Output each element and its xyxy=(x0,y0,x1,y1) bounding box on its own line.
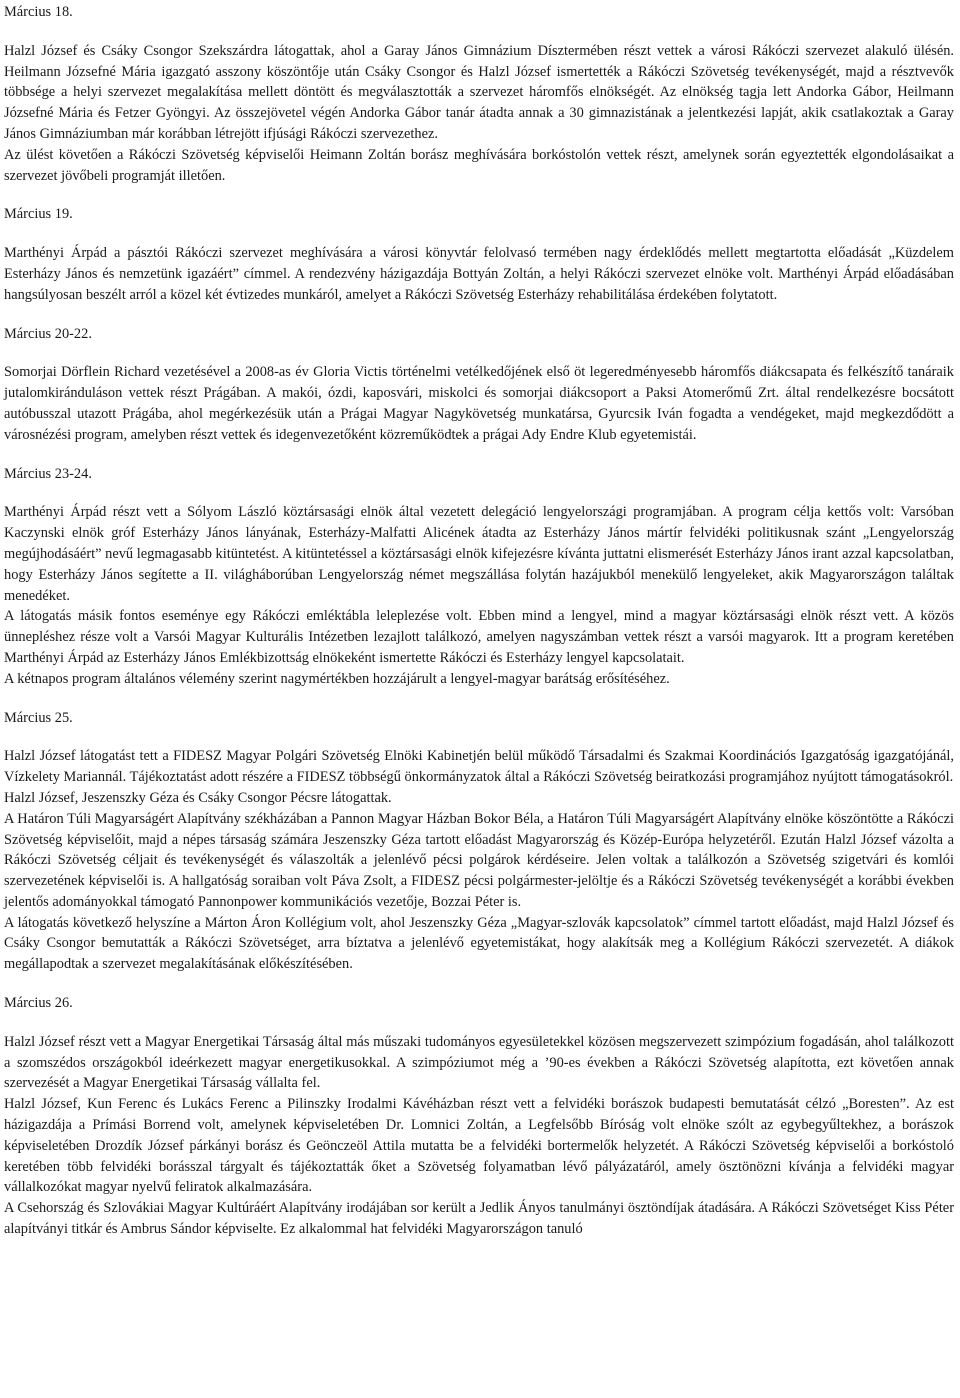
section-date: Március 26. xyxy=(4,995,73,1012)
paragraph: A Csehország és Szlovákiai Magyar Kultúráért Alapítvány irodájában sor került a Jedlik Ányos tanulmányi ösztöndíjak átadására. A Rákóczi Szövetséget Kiss Péter alapítványi titkár és Ambrus Sándor képviselte. Ez alkalommal hat felvidéki Magyarországon tanuló xyxy=(4,1200,954,1238)
section-date: Március 25. xyxy=(4,709,73,726)
paragraph: Halzl József és Csáky Csongor Szekszárdra látogattak, ahol a Garay János Gimnázium Dísztermében részt vettek a városi Rákóczi szervezet alakuló ülésén. Heilmann Józsefné Mária igazgató asszony köszöntője után Csáky Csongor és Halzl József ismertették a Rákóczi Szövetség tevékenységét, majd a résztvevők többsége a helyi szervezet megalakítása mellett döntött és megválasztották a szervezet háromfős elnökségét. Az elnökség tagja lett Andorka Gábor, Heilmann Józsefné Mária és Fetzer Gyöngyi. Az összejövetel végén Andorka Gábor tanár átadta annak a 30 gimnazistának a jelentkezési lapját, akik csatlakoztak a Garay János Gimnáziumban már korábban létrejött ifjúsági Rákóczi szervezethez. xyxy=(4,42,954,142)
paragraph: A látogatás másik fontos eseménye egy Rákóczi emléktábla leleplezése volt. Ebben mind a lengyel, mind a magyar köztársasági elnök részt vett. A közös ünnepléshez része volt a Varsói Magyar Kulturális Intézetben lezajlott találkozó, amelyen nagyszámban vettek részt a varsói magyarok. Itt a program keretében Marthényi Árpád az Esterházy János Emlékbizottság elnökeként ismertette Rákóczi és Esterházy lengyel kapcsolatait. xyxy=(4,608,954,666)
section-date: Március 20-22. xyxy=(4,325,92,342)
paragraph: A kétnapos program általános vélemény szerint nagymértékben hozzájárult a lengyel-magyar barátság erősítéséhez. xyxy=(4,670,670,687)
paragraph: A látogatás következő helyszíne a Márton Áron Kollégium volt, ahol Jeszenszky Géza „Magyar-szlovák kapcsolatok” címmel tartott előadást, majd Halzl József és Csáky Csongor bemutatták a Rákóczi Szövetséget, arra bíztatva a jelenlévő egyetemistákat, hogy alakítsák meg a Kollégium Rákóczi szervezetét. A diákok megállapodtak a szervezet megalakításának előkészítésében. xyxy=(4,914,954,973)
paragraph: Marthényi Árpád a pásztói Rákóczi szervezet meghívására a városi könyvtár felolvasó termében nagy érdeklődés mellett megtartotta előadását „Küzdelem Esterházy János és nemzetünk igazáért” címmel. A rendezvény házigazdája Bottyán Zoltán, a helyi Rákóczi szervezet elnöke volt. Marthényi Árpád előadásában hangsúlyosan beszélt arról a közel két évtizedes munkáról, amelyet a Rákóczi Szövetség Esterházy rehabilitálása érdekében folytatott. xyxy=(4,245,954,303)
paragraph: Halzl József látogatást tett a FIDESZ Magyar Polgári Szövetség Elnöki Kabinetjén belül működő Társadalmi és Szakmai Koordinációs Igazgatóság igazgatójánál, Vízkelety Mariannál. Tájékoztatást adott részére a FIDESZ többségű önkormányzatok által a Rákóczi Szövetség beiratkozási programjához nyújtott támogatásokról. xyxy=(4,748,954,786)
section-date: Március 23-24. xyxy=(4,465,92,482)
paragraph: Halzl József részt vett a Magyar Energetikai Társaság által más műszaki tudományos egyesületekkel közösen megszervezett szimpózium fogadásán, ahol találkozott a szomszédos országokból ideérkezett magyar energetikusokkal. A szimpóziumot még a ’90-es években a Rákóczi Szövetség alapította, ezt követően annak szervezését a Magyar Energetikai Társaság vállalta fel. xyxy=(4,1033,954,1092)
paragraph: Halzl József, Jeszenszky Géza és Csáky Csongor Pécsre látogattak. xyxy=(4,789,392,806)
paragraph: A Határon Túli Magyarságért Alapítvány székházában a Pannon Magyar Házban Bokor Béla, a Határon Túli Magyarságért Alapítvány elnöke köszöntötte a Rákóczi Szövetség képviselőit, majd a népes társaság számára Jeszenszky Géza tartott előadást Magyarország és Közép-Európa helyzetéről. Ezután Halzl József vázolta a Rákóczi Szövetség céljait és tevékenységét és válaszolták a jelenlévő pécsi polgárok kérdéseire. Jelen voltak a találkozón a Szövetség szigetvári és komlói szervezetének képviselői is. A hallgatóság soraiban volt Páva Zsolt, a FIDESZ pécsi polgármester-jelöltje és a Rákóczi Szövetség tevékenységét a korábbi években jelentős adományokkal támogató Pannonpower kommunikációs vezetője, Bozzai Péter is. xyxy=(4,810,954,910)
section-date: Március 18. xyxy=(4,4,73,20)
paragraph: Az ülést követően a Rákóczi Szövetség képviselői Heimann Zoltán borász meghívására borkóstolón vettek részt, amelynek során egyeztették elgondolásaikat a szervezet jövőbeli programját illetően. xyxy=(4,146,954,184)
paragraph: Somorjai Dörflein Richard vezetésével a 2008-as év Gloria Victis történelmi vetélkedőjének első öt legeredményesebb háromfős diákcsapata és felkészítő tanáraik jutalomkiránduláson vettek részt Prágában. A makói, ózdi, kaposvári, miskolci és somorjai diákcsoport a Paksi Atomerőmű Zrt. által rendelkezésre bocsátott autóbusszal utazott Prágába, ahol megérkezésük után a Prágai Magyar Nagykövetség munkatársa, Gyurcsik Iván fogadta a vendégeket, majd megkezdődött a városnézési program, amelyben részt vettek és idegenvezetőként közreműködtek a prágai Ady Endre Klub egyetemistái. xyxy=(4,364,954,443)
paragraph: Halzl József, Kun Ferenc és Lukács Ferenc a Pilinszky Irodalmi Kávéházban részt vett a felvidéki borászok budapesti bemutatását célzó „Boresten”. Az est házigazdája a Prímási Borrend volt, amelynek képviseletében Dr. Lomnici Zoltán, a Legfelsőbb Bíróság volt elnöke szólt az egybegyűltekhez, a borászok képviseletében Drozdík József párkányi borász és Geönczeöl Attila mutatta be a felvidéki bortermelők helyzetét. A Rákóczi Szövetség képviselői a borkóstoló keretében több felvidéki borásszal tárgyalt és tájékoztatták őket a Szövetség folyamatban lévő pályázatáról, amely ösztönözni kívánja a felvidéki magyar vállalkozókat magyar nyelvű feliratok alkalmazására. xyxy=(4,1096,954,1196)
section-date: Március 19. xyxy=(4,206,73,223)
paragraph: Marthényi Árpád részt vett a Sólyom László köztársasági elnök által vezetett delegáció lengyelországi programjában. A program célja kettős volt: Varsóban Kaczynski elnök gróf Esterházy János lányának, Esterházy-Malfatti Alicének átadta az Esterházy János mártír felvidéki politikusnak szánt „Lengyelország megújhodásáért” nevű legmagasabb kitüntetést. A kitüntetéssel a köztársasági elnök kifejezésre kívánta juttatni elismerését Esterházy János irant azzal kapcsolatban, hogy Esterházy János segítette a II. világháborúban Lengyelország német megszállása folytán hazájukból menekülő lengyeleket, akik Magyarországon találtak menedéket. xyxy=(4,504,954,604)
